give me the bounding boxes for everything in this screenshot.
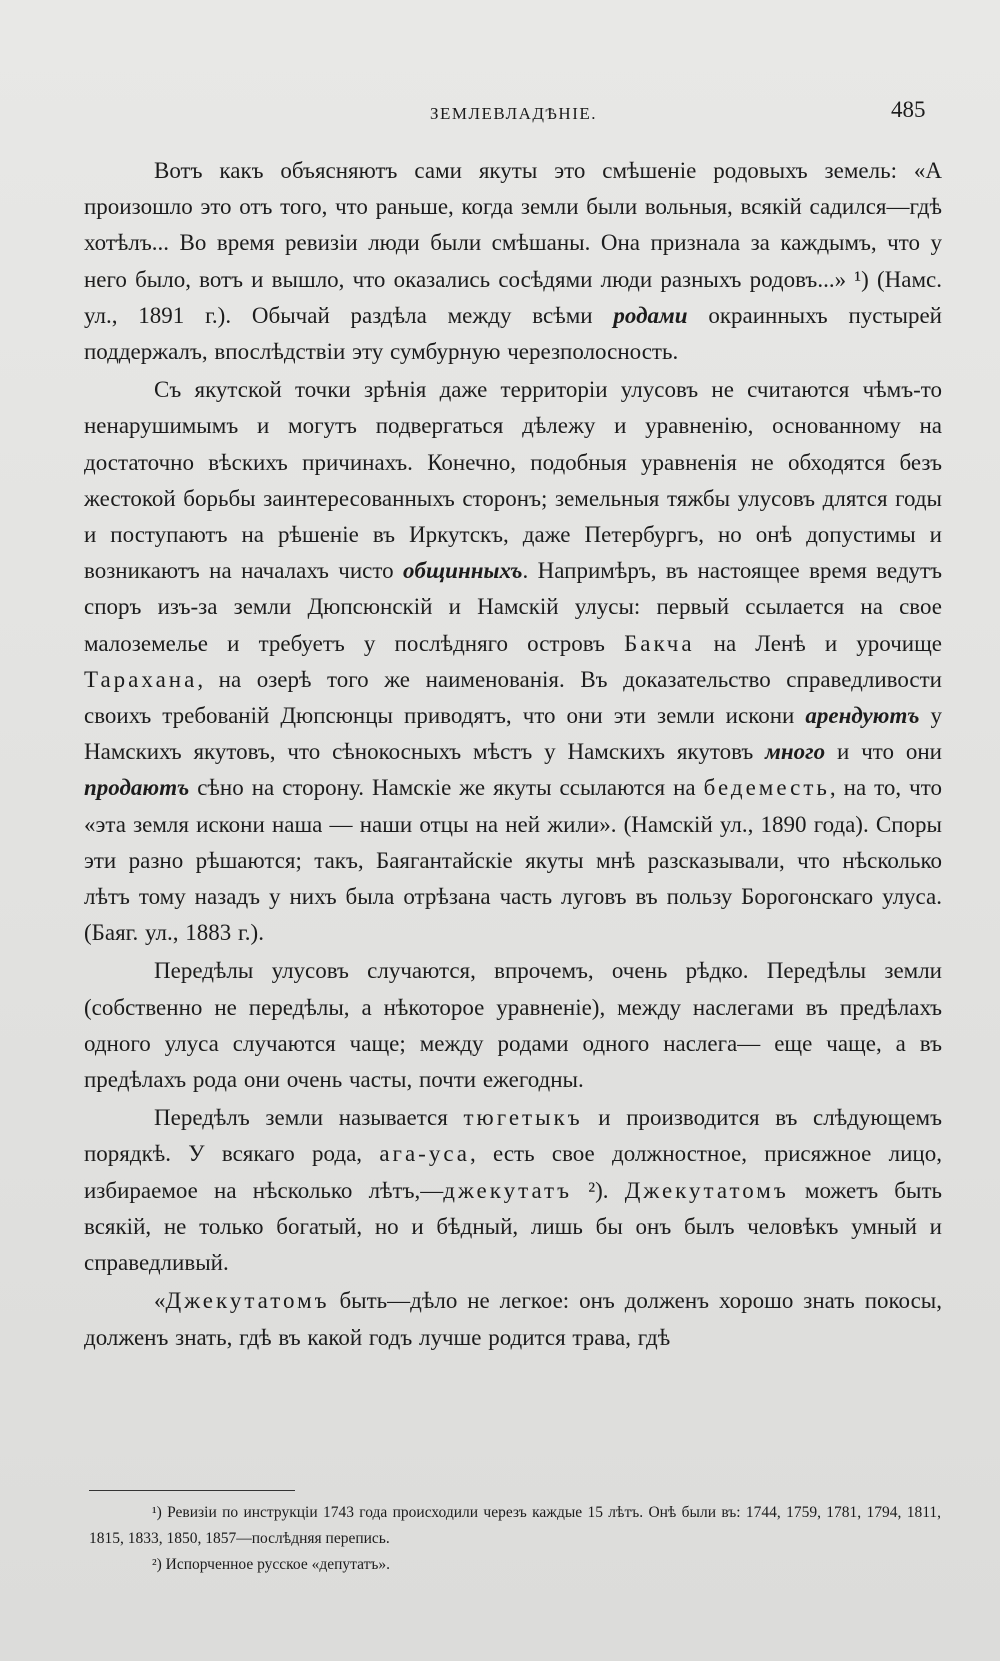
text-run: Вотъ какъ объясняютъ сами якуты это смѣшеніе родовыхъ земель: «А произошло это отъ того, что раньше, когда земли были вольныя, всякій садился—гдѣ хотѣлъ... Во время ревизіи люди были смѣшаны. Она признала за каждымъ, что у него было, вотъ и вышло, что оказались сосѣдями люди разныхъ родовъ...» ¹) (Намс. ул., 1891 г.). Обычай раздѣла между всѣми [84,158,942,328]
text-run: можетъ быть всякій, не только богатый, но и бѣдный, лишь бы онъ былъ человѣкъ умный и справедливый. [84,1177,943,1276]
paragraph [84,153,942,370]
emphasis-spaced: Джекутатомъ [624,1177,789,1203]
text-run: « [154,1288,166,1314]
main-text [84,153,942,1358]
text-run: Съ якутской точки зрѣнія даже территоріи улусовъ не считаются чѣмъ-то ненарушимымъ и могутъ подвергаться дѣлежу и уравненію, основанному на достаточно вѣскихъ причинахъ. Конечно, подобныя уравненія не обходятся безъ жестокой борьбы заинтересованныхъ сторонъ; земельныя тяжбы улусовъ длятся годы и поступаютъ на рѣшеніе въ Иркутскъ, даже Петербургъ, но онѣ допустимы и возникаютъ на началахъ чисто [84,377,942,584]
text-run: на Ленѣ и урочище [694,630,943,656]
emphasis-italic: родами [613,302,688,328]
footnotes [89,1500,941,1578]
text-run: быть—дѣло не легкое: онъ долженъ хорошо знать покосы, долженъ знать, гдѣ въ какой годъ лучше родится трава, гдѣ [84,1288,942,1350]
text-run: у Намскихъ якутовъ, что сѣнокосныхъ мѣстъ у Намскихъ якутовъ [84,703,943,765]
text-run: , на то, что «эта земля искони наша — наши отцы на ней жили». (Намскій ул., 1890 года). Споры эти разно рѣшаются; такъ, Баягантайскіе якуты мнѣ разсказывали, что нѣсколько лѣтъ тому назадъ у нихъ была отрѣзана часть луговъ въ пользу Борогонскаго улуса. (Баяг. ул., 1883 г.). [84,775,942,946]
text-run: ²). [572,1177,625,1203]
text-run: Передѣлы улусовъ случаются, впрочемъ, очень рѣдко. Передѣлы земли (собственно не передѣлы, а нѣкоторое уравненіе), между наслегами въ предѣлахъ одного улуса случаются чаще; между родами одного наслега— еще чаще, а въ предѣлахъ рода они очень часты, почти ежегодны. [84,958,942,1093]
text-run: , на озерѣ того же наименованія. Въ доказательство справедливости своихъ требованій Дюпсюнцы приводятъ, что они эти земли искони [84,666,942,729]
emphasis-spaced: ага-уса [379,1141,471,1167]
footnote-divider [89,1490,295,1491]
paragraph [84,953,942,1098]
footnote-1: ¹) Ревизіи по инструкціи 1743 года происходили черезъ каждые 15 лѣтъ. Онѣ были въ: 1744, 1759, 1781, 1794, 1811, 1815, 1833, 1850, 1857—послѣдняя перепись. [89,1504,941,1547]
text-run: окраинныхъ пустырей поддержалъ, впослѣдствіи эту сумбурную черезполосность. [84,302,942,365]
emphasis-spaced: бедеместь [703,775,830,801]
text-run: , есть свое должностное, присяжное лицо, избираемое на нѣсколько лѣтъ,— [84,1141,942,1203]
running-title: ЗЕМЛЕВЛАДѢНІЕ. [430,104,598,123]
text-run: и что они [825,739,942,765]
paragraph [84,372,942,951]
emphasis-spaced: тюгетыкъ [463,1105,583,1131]
emphasis-italic: продаютъ [84,775,190,801]
emphasis-spaced: Тарахана [84,666,198,692]
footnote-2: ²) Испорченное русское «депутатъ». [152,1556,391,1573]
emphasis-italic: много [765,739,826,765]
emphasis-italic: арендуютъ [805,703,920,729]
emphasis-italic: общинныхъ [403,558,523,584]
text-run: и производится въ слѣдующемъ порядкѣ. У всякаго рода, [84,1105,942,1167]
text-run: Передѣлъ земли называется [154,1105,464,1131]
text-run: . Напримѣръ, въ настоящее время ведутъ споръ изъ-за земли Дюпсюнскій и Намскій улусы: первый ссылается на свое малоземелье и требуетъ у послѣдняго островъ [84,558,942,656]
emphasis-spaced: джекутатъ [443,1177,573,1203]
paragraph [84,1283,942,1355]
emphasis-spaced: Джекутатомъ [165,1288,330,1314]
page-number: 485 [891,97,926,122]
paragraph [84,1100,942,1281]
text-run: сѣно на сторону. Намскіе же якуты ссылаются на [189,775,704,801]
emphasis-spaced: Бакча [624,630,695,656]
